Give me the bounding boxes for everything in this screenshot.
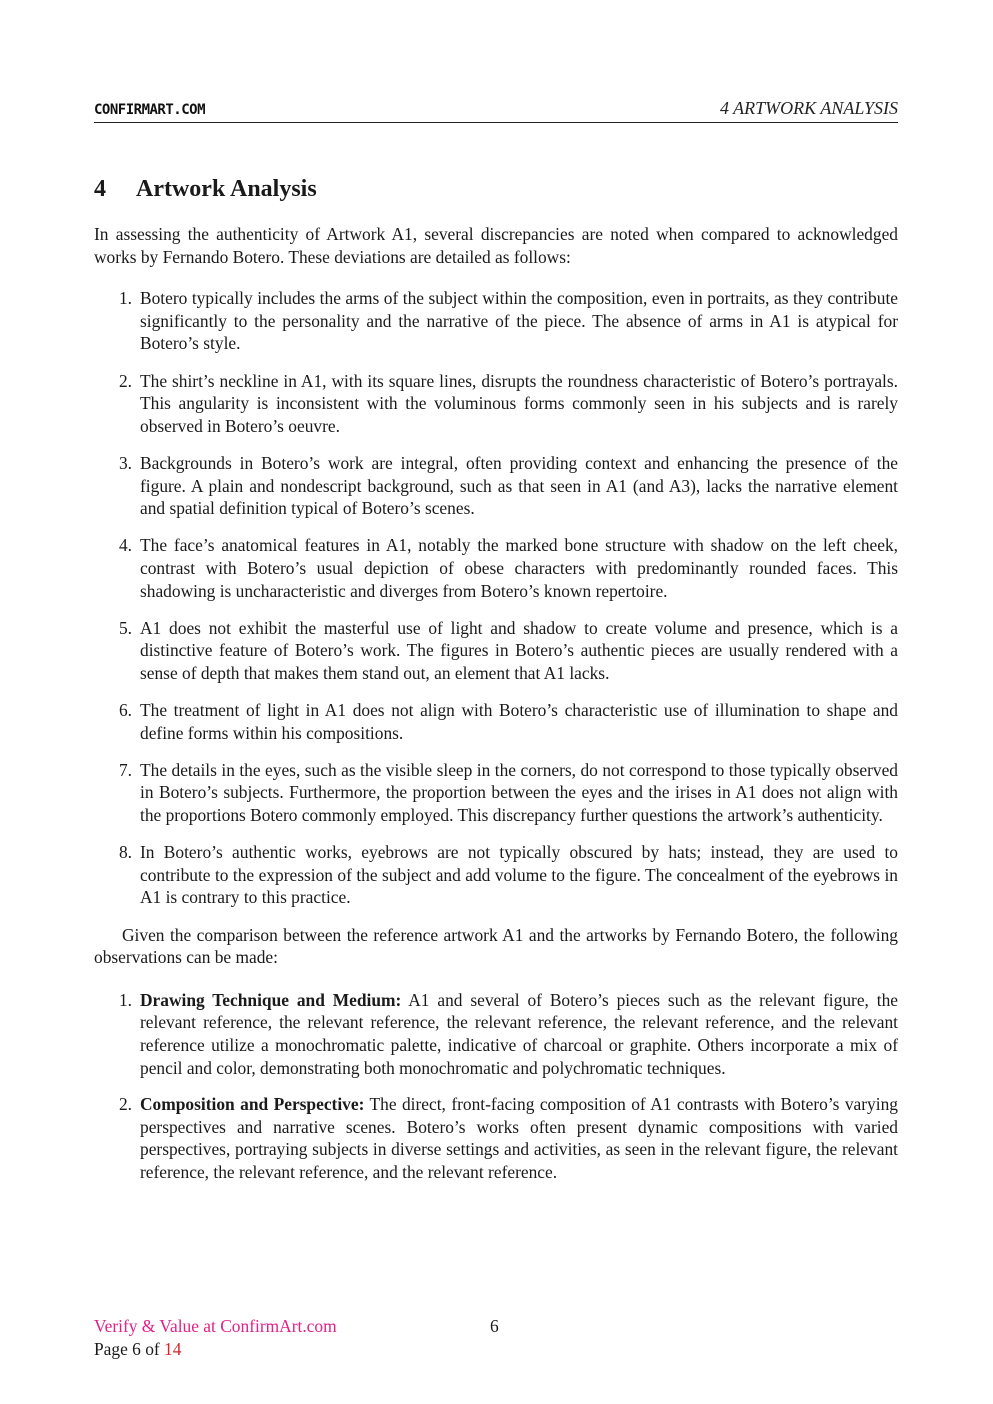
- intro-paragraph: In assessing the authenticity of Artwork A1, several discrepancies are noted when compared to acknowledged works by Fernando Botero. These deviations are detailed as follows:: [94, 224, 898, 267]
- list-item-text: A1 does not exhibit the masterful use of light and shadow to create volume and presence, which is a distinctive feature of Botero’s work. The figures in Botero’s authentic pieces are usually rendered with a sense of depth that makes them stand out, an element that A1 lacks.: [140, 617, 898, 683]
- comparison-paragraph: Given the comparison between the reference artwork A1 and the artworks by Fernando Botero, the following observations can be made:: [94, 924, 898, 968]
- list-item: [94, 370, 898, 438]
- page-count-label: Page 6 of: [94, 1339, 160, 1359]
- section-heading: [94, 176, 317, 203]
- list-item: [94, 759, 898, 827]
- page-count: [94, 1339, 181, 1360]
- list-marker: 2.: [118, 370, 132, 391]
- list-item: [94, 452, 898, 520]
- page-number: 6: [490, 1316, 499, 1336]
- list-item-text: The details in the eyes, such as the visible sleep in the corners, do not correspond to those typically observed in Botero’s subjects. Furthermore, the proportion between the eyes and the irises in A1 does not align with the proportions Botero commonly employed. This discrepancy further questions the artwork’s authenticity.: [140, 759, 898, 826]
- observation-label: Composition and Perspective:: [140, 1094, 365, 1115]
- discrepancy-list: [94, 287, 898, 909]
- list-item-text: Backgrounds in Botero’s work are integral, often providing context and enhancing the presence of the figure. A plain and nondescript background, such as that seen in A1 (and A3), lacks the narrative element and spatial definition typical of Botero’s scenes.: [140, 452, 898, 519]
- list-item: [94, 699, 898, 744]
- list-item: [94, 989, 898, 1079]
- list-item: [94, 841, 898, 909]
- list-marker: 3.: [118, 452, 132, 473]
- list-item: [94, 287, 898, 355]
- confirmart-footer-link[interactable]: Verify & Value at ConfirmArt.com: [94, 1316, 337, 1336]
- observation-label: Drawing Technique and Medium:: [140, 989, 402, 1010]
- list-marker: 5.: [118, 617, 132, 638]
- list-item-text: Botero typically includes the arms of the subject within the composition, even in portraits, as they contribute significantly to the personality and the narrative of the piece. The absence of arms in A1 is atypical for Botero’s style.: [140, 288, 898, 354]
- section-title: Artwork Analysis: [136, 176, 317, 202]
- page-header: [94, 98, 898, 123]
- list-item-text: The face’s anatomical features in A1, notably the marked bone structure with shadow on the left cheek, contrast with Botero’s usual depiction of obese characters with predominantly rounded faces. This shadowing is uncharacteristic and diverges from Botero’s known repertoire.: [140, 535, 898, 601]
- confirmart-logo: CONFIRMART.COM: [94, 102, 206, 118]
- section-number: 4: [94, 176, 106, 202]
- list-marker: 7.: [118, 759, 132, 780]
- list-marker: 1.: [118, 989, 132, 1010]
- list-marker: 4.: [118, 535, 132, 556]
- list-item: [94, 534, 898, 602]
- page-total: 14: [164, 1339, 182, 1359]
- list-marker: 2.: [118, 1094, 132, 1115]
- list-item-text: A1 and several of Botero’s pieces such as the relevant figure, the relevant reference, the relevant reference, the relevant reference, the relevant reference, and the relevant reference utilize a monochromatic palette, indicative of charcoal or graphite. Others incorporate a mix of pencil and color, demonstrating both monochromatic and polychromatic techniques.: [140, 989, 899, 1078]
- list-marker: 8.: [118, 842, 132, 863]
- list-marker: 6.: [118, 700, 132, 721]
- main-content: [94, 223, 898, 1198]
- observation-list: [94, 989, 898, 1184]
- list-item: [94, 1093, 898, 1183]
- list-item: [94, 617, 898, 685]
- list-marker: 1.: [118, 288, 132, 309]
- list-item-text: The direct, front-facing composition of A1 contrasts with Botero’s varying perspectives and narrative scenes. Botero’s works often present dynamic compositions with varied perspectives, portraying subjects in diverse settings and activities, as seen in the relevant figure, the relevant reference, the relevant reference, and the relevant reference.: [140, 1094, 898, 1182]
- running-title: 4 ARTWORK ANALYSIS: [720, 98, 898, 118]
- list-item-text: The treatment of light in A1 does not align with Botero’s characteristic use of illumination to shape and define forms within his compositions.: [140, 700, 898, 743]
- list-item-text: In Botero’s authentic works, eyebrows are not typically obscured by hats; instead, they are used to contribute to the expression of the subject and add volume to the figure. The concealment of the eyebrows in A1 is contrary to this practice.: [140, 842, 898, 908]
- list-item-text: The shirt’s neckline in A1, with its square lines, disrupts the roundness characteristic of Botero’s portrayals. This angularity is inconsistent with the voluminous forms commonly seen in his subjects and is rarely observed in Botero’s oeuvre.: [140, 370, 898, 436]
